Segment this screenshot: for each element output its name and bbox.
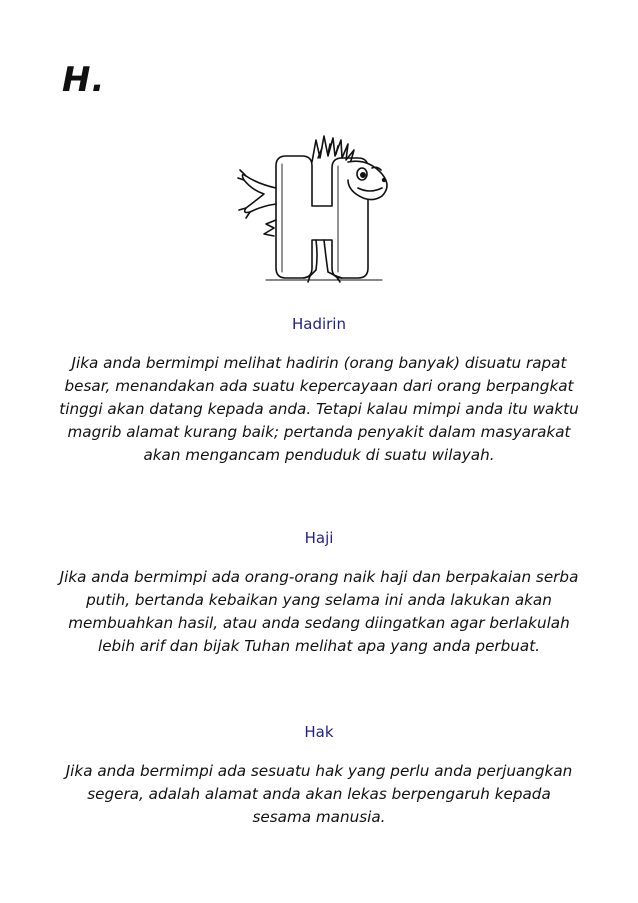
entry-body: Jika anda bermimpi ada orang-orang naik haji dan berpakaian serba putih, bertanda kebaikan yang selama ini anda lakukan akan membuahkan hasil, atau anda sedang diingatkan agar berlakulah lebih arif dan bijak Tuhan melihat apa yang anda perbuat.	[59, 568, 579, 655]
entry-title: Hak	[304, 723, 334, 741]
entry-body: Jika anda bermimpi melihat hadirin (orang banyak) disuatu rapat besar, menandakan ada suatu kepercayaan dari orang berpangkat tinggi akan datang kepada anda. Tetapi kalau mimpi anda itu waktu magrib alamat kurang baik; pertanda penyakit dalam masyarakat akan mengancam penduduk di suatu wilayah.	[59, 354, 579, 464]
entry-title: Haji	[304, 529, 334, 547]
page-letter-heading: H.	[62, 60, 106, 100]
dream-entry-hadirin	[58, 314, 580, 467]
dream-entry-haji	[58, 528, 580, 658]
dream-entry-hak	[58, 722, 580, 829]
entry-body: Jika anda bermimpi ada sesuatu hak yang perlu anda perjuangkan segera, adalah alamat anda akan lekas berpengaruh kepada sesama manusia.	[65, 762, 573, 826]
letter-h-cartoon-illustration	[236, 128, 400, 288]
entry-title: Hadirin	[291, 315, 346, 333]
